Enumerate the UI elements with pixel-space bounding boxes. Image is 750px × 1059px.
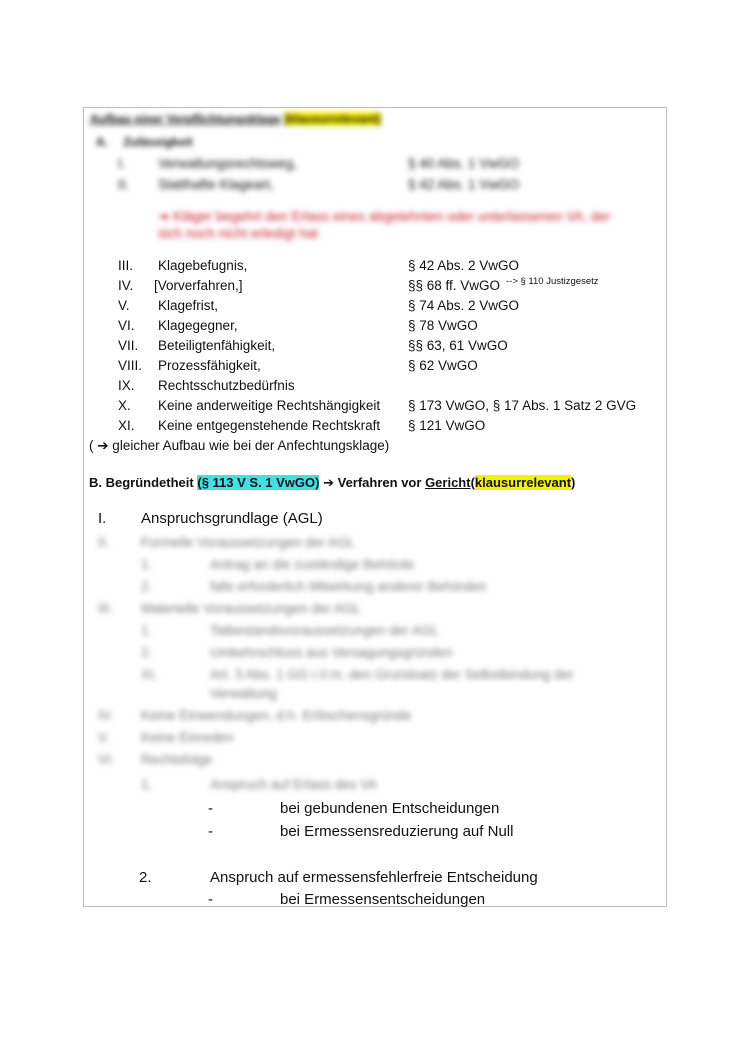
outline-num: 1. — [141, 557, 153, 572]
outline-text: bei Ermessensentscheidungen — [280, 891, 486, 908]
item-text: [Vorverfahren,] — [154, 278, 243, 293]
item-text: Beteiligtenfähigkeit, — [158, 338, 276, 353]
item-num: V. — [118, 298, 130, 313]
outline-text: Verwaltung — [210, 686, 277, 701]
section-a-title: Zulässigkeit — [123, 135, 193, 149]
item-ref: § 173 VwGO, § 17 Abs. 1 Satz 2 GVG — [408, 398, 637, 413]
item-num: IX. — [118, 378, 135, 393]
outline-text: Keine Einwendungen, d.h. Erlöschensgründe — [141, 708, 412, 723]
outline-dash: - — [208, 823, 213, 840]
outline-num: IV. — [98, 708, 114, 723]
outline-text: bei gebundenen Entscheidungen — [280, 800, 500, 817]
section-a-label: A. — [96, 135, 108, 149]
outline-num: 1. — [141, 623, 153, 638]
item-ref: § 121 VwGO — [408, 418, 486, 433]
item-num: IV. — [118, 278, 134, 293]
item-ref: §§ 63, 61 VwGO — [408, 338, 508, 353]
outline-text: Tatbestandsvoraussetzungen der AGL — [210, 623, 439, 638]
outline-num: XI. — [141, 667, 158, 682]
item-num: XI. — [118, 418, 135, 433]
item-ref: § 74 Abs. 2 VwGO — [408, 298, 520, 313]
item-ref: § 42 Abs. 2 VwGO — [408, 258, 520, 273]
outline-text: Antrag an die zuständige Behörde — [210, 557, 415, 572]
doc-title-tag: (klausurrelevant) — [284, 112, 381, 126]
item-text: Keine entgegenstehende Rechtskraft — [158, 418, 381, 433]
item-ref: §§ 68 ff. VwGO — [408, 278, 501, 293]
same-structure-note: ( ➔ gleicher Aufbau wie bei der Anfechtungsklage) — [89, 438, 390, 453]
outline-text: Keine Einreden — [141, 730, 234, 745]
outline-num: 2. — [141, 579, 153, 594]
outline-num: III. — [98, 601, 114, 616]
item-text: Klagegegner, — [158, 318, 238, 333]
section-b-open-paren: ( — [470, 475, 475, 490]
item-text: Keine anderweitige Rechtshängigkeit — [158, 398, 381, 413]
outline-text: falls erforderlich Mitwirkung anderer Behörden — [210, 579, 487, 594]
section-b-paragraph-ref: (§ 113 V S. 1 VwGO) — [197, 475, 320, 490]
section-b-underlined: Gericht — [425, 475, 471, 490]
outline-text: Art. 3 Abs. 1 GG i.V.m. den Grundsatz der Selbstbindung der — [210, 667, 574, 682]
klageart-note-line2: sich noch nicht erledigt hat — [158, 226, 318, 241]
section-b-heading — [89, 475, 575, 491]
item-num: X. — [118, 398, 131, 413]
item-num: I. — [118, 156, 126, 171]
doc-title — [90, 112, 381, 126]
item-num: II. — [118, 177, 130, 192]
item-ref: § 42 Abs. 1 VwGO — [408, 177, 520, 192]
item-text: Klagebefugnis, — [158, 258, 248, 273]
outline-dash: - — [208, 891, 213, 908]
section-b-close-paren: ) — [571, 475, 576, 490]
item-num: III. — [118, 258, 134, 273]
item-num: VI. — [118, 318, 135, 333]
outline-num: 2. — [141, 645, 153, 660]
section-a-heading — [96, 135, 193, 149]
item-ref: § 62 VwGO — [408, 358, 478, 373]
item-text: Rechtsschutzbedürfnis — [158, 378, 295, 393]
item-text: Prozessfähigkeit, — [158, 358, 261, 373]
outline-text: Anspruchsgrundlage (AGL) — [141, 510, 323, 527]
outline-text: Anspruch auf Erlass des VA — [210, 777, 378, 792]
section-b-arrow-text: ➔ Verfahren vor — [323, 475, 422, 490]
outline-text: Materielle Voraussetzungen der AGL — [141, 601, 361, 616]
outline-num: V. — [98, 730, 110, 745]
outline-num: 1. — [141, 777, 153, 792]
item-text: Verwaltungsrechtsweg, — [158, 156, 297, 171]
klageart-note-line1: ➔ Kläger begehrt den Erlass eines abgelehnten oder unterlassenen VA, der — [158, 209, 611, 224]
outline-text: Formelle Voraussetzungen der AGL — [141, 535, 355, 550]
outline-text: Umkehrschluss aus Versagungsgründen — [210, 645, 453, 660]
outline-text: Rechtsfolge — [141, 752, 213, 767]
section-b-prefix: B. Begründetheit — [89, 475, 194, 490]
item-num: VIII. — [118, 358, 143, 373]
item-ref: § 78 VwGO — [408, 318, 478, 333]
item-num: VII. — [118, 338, 139, 353]
item-text: Klagefrist, — [158, 298, 219, 313]
outline-num: VI. — [98, 752, 115, 767]
item-ref: § 40 Abs. 1 VwGO — [408, 156, 520, 171]
outline-text: Anspruch auf ermessensfehlerfreie Entscheidung — [210, 869, 538, 886]
section-b-tag: klausurrelevant — [474, 475, 572, 490]
doc-title-text: Aufbau einer Verpflichtungsklage — [90, 112, 281, 126]
outline-num: II. — [98, 535, 110, 550]
item-ref-note: --> § 110 Justizgesetz — [506, 276, 599, 287]
item-text: Statthafte Klageart, — [158, 177, 274, 192]
outline-text: bei Ermessensreduzierung auf Null — [280, 823, 514, 840]
outline-dash: - — [208, 800, 213, 817]
outline-num: I. — [98, 510, 107, 527]
outline-num: 2. — [139, 869, 152, 886]
